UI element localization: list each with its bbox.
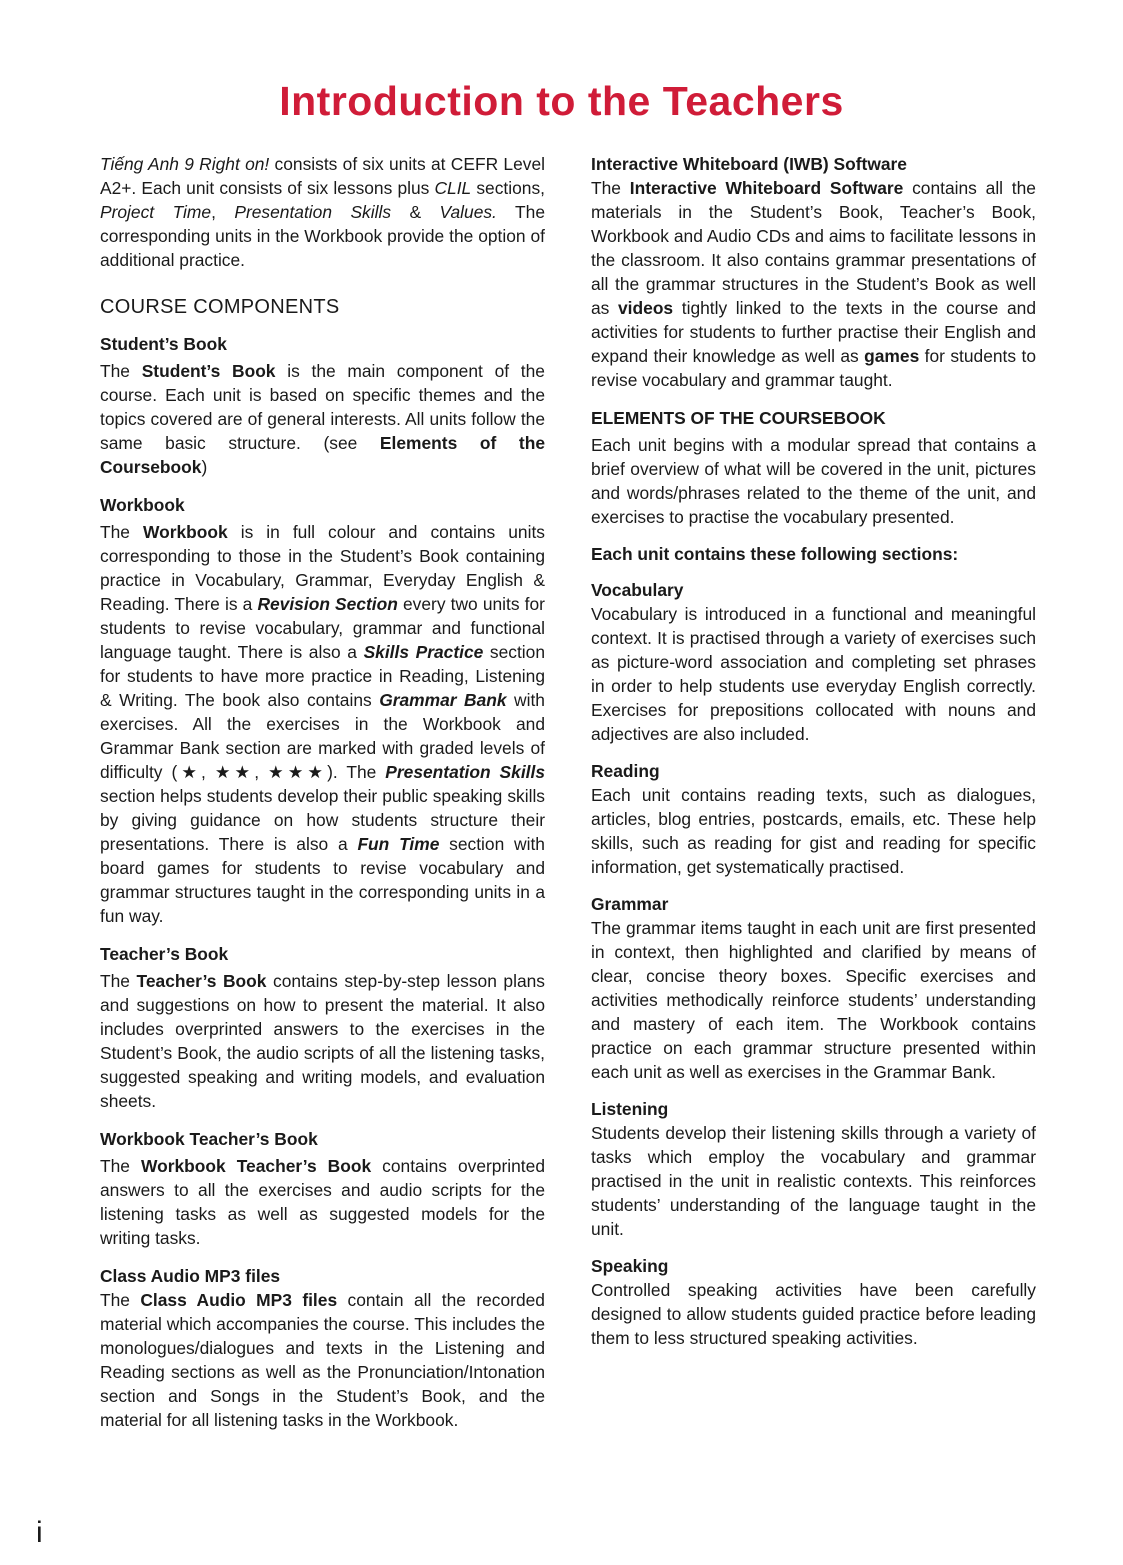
students-book-heading: Student’s Book <box>100 334 227 354</box>
vocabulary-text: Vocabulary is introduced in a functional and meaningful context. It is practised through a variety of exercises such as picture-word association and completing set phrases in order to help students use everyday English correctly. Exercises for prepositions collocated with nouns and adjectives are also included. <box>591 604 1036 744</box>
speaking-text: Controlled speaking activities have been carefully designed to allow students guided practice before leading them to less structured speaking activities. <box>591 1280 1036 1348</box>
students-book-text: The Student’s Book is the main component of the course. Each unit is based on specific themes and the topics covered are of general interests. All units follow the same basic structure. (see Elements of the Coursebook) <box>100 361 545 477</box>
grammar-text: The grammar items taught in each unit are first presented in context, then highlighted and clarified by means of clear, concise theory boxes. Specific exercises and activities methodically reinforce students’ understanding and mastery of each item. The Workbook contains practice on each grammar structure presented within each unit as well as exercises in the Grammar Bank. <box>591 918 1036 1082</box>
right-column <box>591 152 1036 1350</box>
listening-text: Students develop their listening skills through a variety of tasks which employ the vocabulary and grammar practised in the unit in realistic contexts. This reinforces students’ understanding of the language taught in the unit. <box>591 1123 1036 1239</box>
workbook-heading: Workbook <box>100 495 185 515</box>
teachers-book-text: The Teacher’s Book contains step-by-step lesson plans and suggestions on how to present the material. It also includes overprinted answers to the exercises in the Student’s Book, the audio scripts of all the listening tasks, suggested speaking and writing models, and evaluation sheets. <box>100 971 545 1111</box>
workbook-text: The Workbook is in full colour and contains units corresponding to those in the Student’s Book containing practice in Vocabulary, Grammar, Everyday English & Reading. There is a Revision Section every two units for students to revise vocabulary, grammar and functional language taught. There is also a Skills Practice section for students to have more practice in Reading, Listening & Writing. The book also contains Grammar Bank with exercises. All the exercises in the Workbook and Grammar Bank section are marked with graded levels of difficulty (★, ★★, ★★★). The Presentation Skills section helps students develop their public speaking skills by giving guidance on how students structure their presentations. There is also a Fun Time section with board games for students to revise vocabulary and grammar structures taught in the corresponding units in a fun way. <box>100 522 546 926</box>
speaking-heading: Speaking <box>591 1256 669 1276</box>
page-title: Introduction to the Teachers <box>279 78 844 124</box>
course-components-heading: COURSE COMPONENTS <box>100 296 340 318</box>
sections-lead: Each unit contains these following sections: <box>591 544 959 564</box>
elements-heading: ELEMENTS OF THE COURSEBOOK <box>591 408 886 428</box>
vocabulary-heading: Vocabulary <box>591 580 684 600</box>
elements-intro-text: Each unit begins with a modular spread that contains a brief overview of what will be covered in the unit, pictures and words/phrases related to the theme of the unit, and exercises to practise the vocabulary presented. <box>591 435 1036 527</box>
listening-heading: Listening <box>591 1099 669 1119</box>
grammar-heading: Grammar <box>591 894 669 914</box>
workbook-teachers-book-text: The Workbook Teacher’s Book contains overprinted answers to all the exercises and audio scripts for the listening tasks as well as suggested models for the writing tasks. <box>100 1156 545 1248</box>
class-audio-heading: Class Audio MP3 files <box>100 1266 281 1286</box>
class-audio-text: The Class Audio MP3 files contain all the recorded material which accompanies the course. This includes the monologues/dialogues and texts in the Listening and Reading sections as well as the Pronunciation/Intonation section and Songs in the Student’s Book, and the material for all listening tasks in the Workbook. <box>100 1290 545 1430</box>
reading-text: Each unit contains reading texts, such as dialogues, articles, blog entries, postcards, emails, etc. These help skills, such as reading for gist and reading for specific information, get systematically practised. <box>591 785 1036 877</box>
reading-heading: Reading <box>591 761 660 781</box>
left-column <box>100 152 545 1432</box>
iwb-text: The Interactive Whiteboard Software contains all the materials in the Student’s Book, Teacher’s Book, Workbook and Audio CDs and aims to facilitate lessons in the classroom. It also contains grammar presentations of all the grammar structures in the Student’s Book as well as videos tightly linked to the texts in the course and activities for students to further practise their English and expand their knowledge as well as games for students to revise vocabulary and grammar taught. <box>591 178 1037 390</box>
teachers-book-heading: Teacher’s Book <box>100 944 229 964</box>
page-number: i <box>36 1516 43 1549</box>
iwb-heading: Interactive Whiteboard (IWB) Software <box>591 154 907 174</box>
intro-paragraph: Tiếng Anh 9 Right on! consists of six units at CEFR Level A2+. Each unit consists of six lessons plus CLIL sections, Project Time, Presentation Skills & Values. The corresponding units in the Workbook provide the option of additional practice. <box>100 154 546 270</box>
workbook-teachers-book-heading: Workbook Teacher’s Book <box>100 1129 318 1149</box>
